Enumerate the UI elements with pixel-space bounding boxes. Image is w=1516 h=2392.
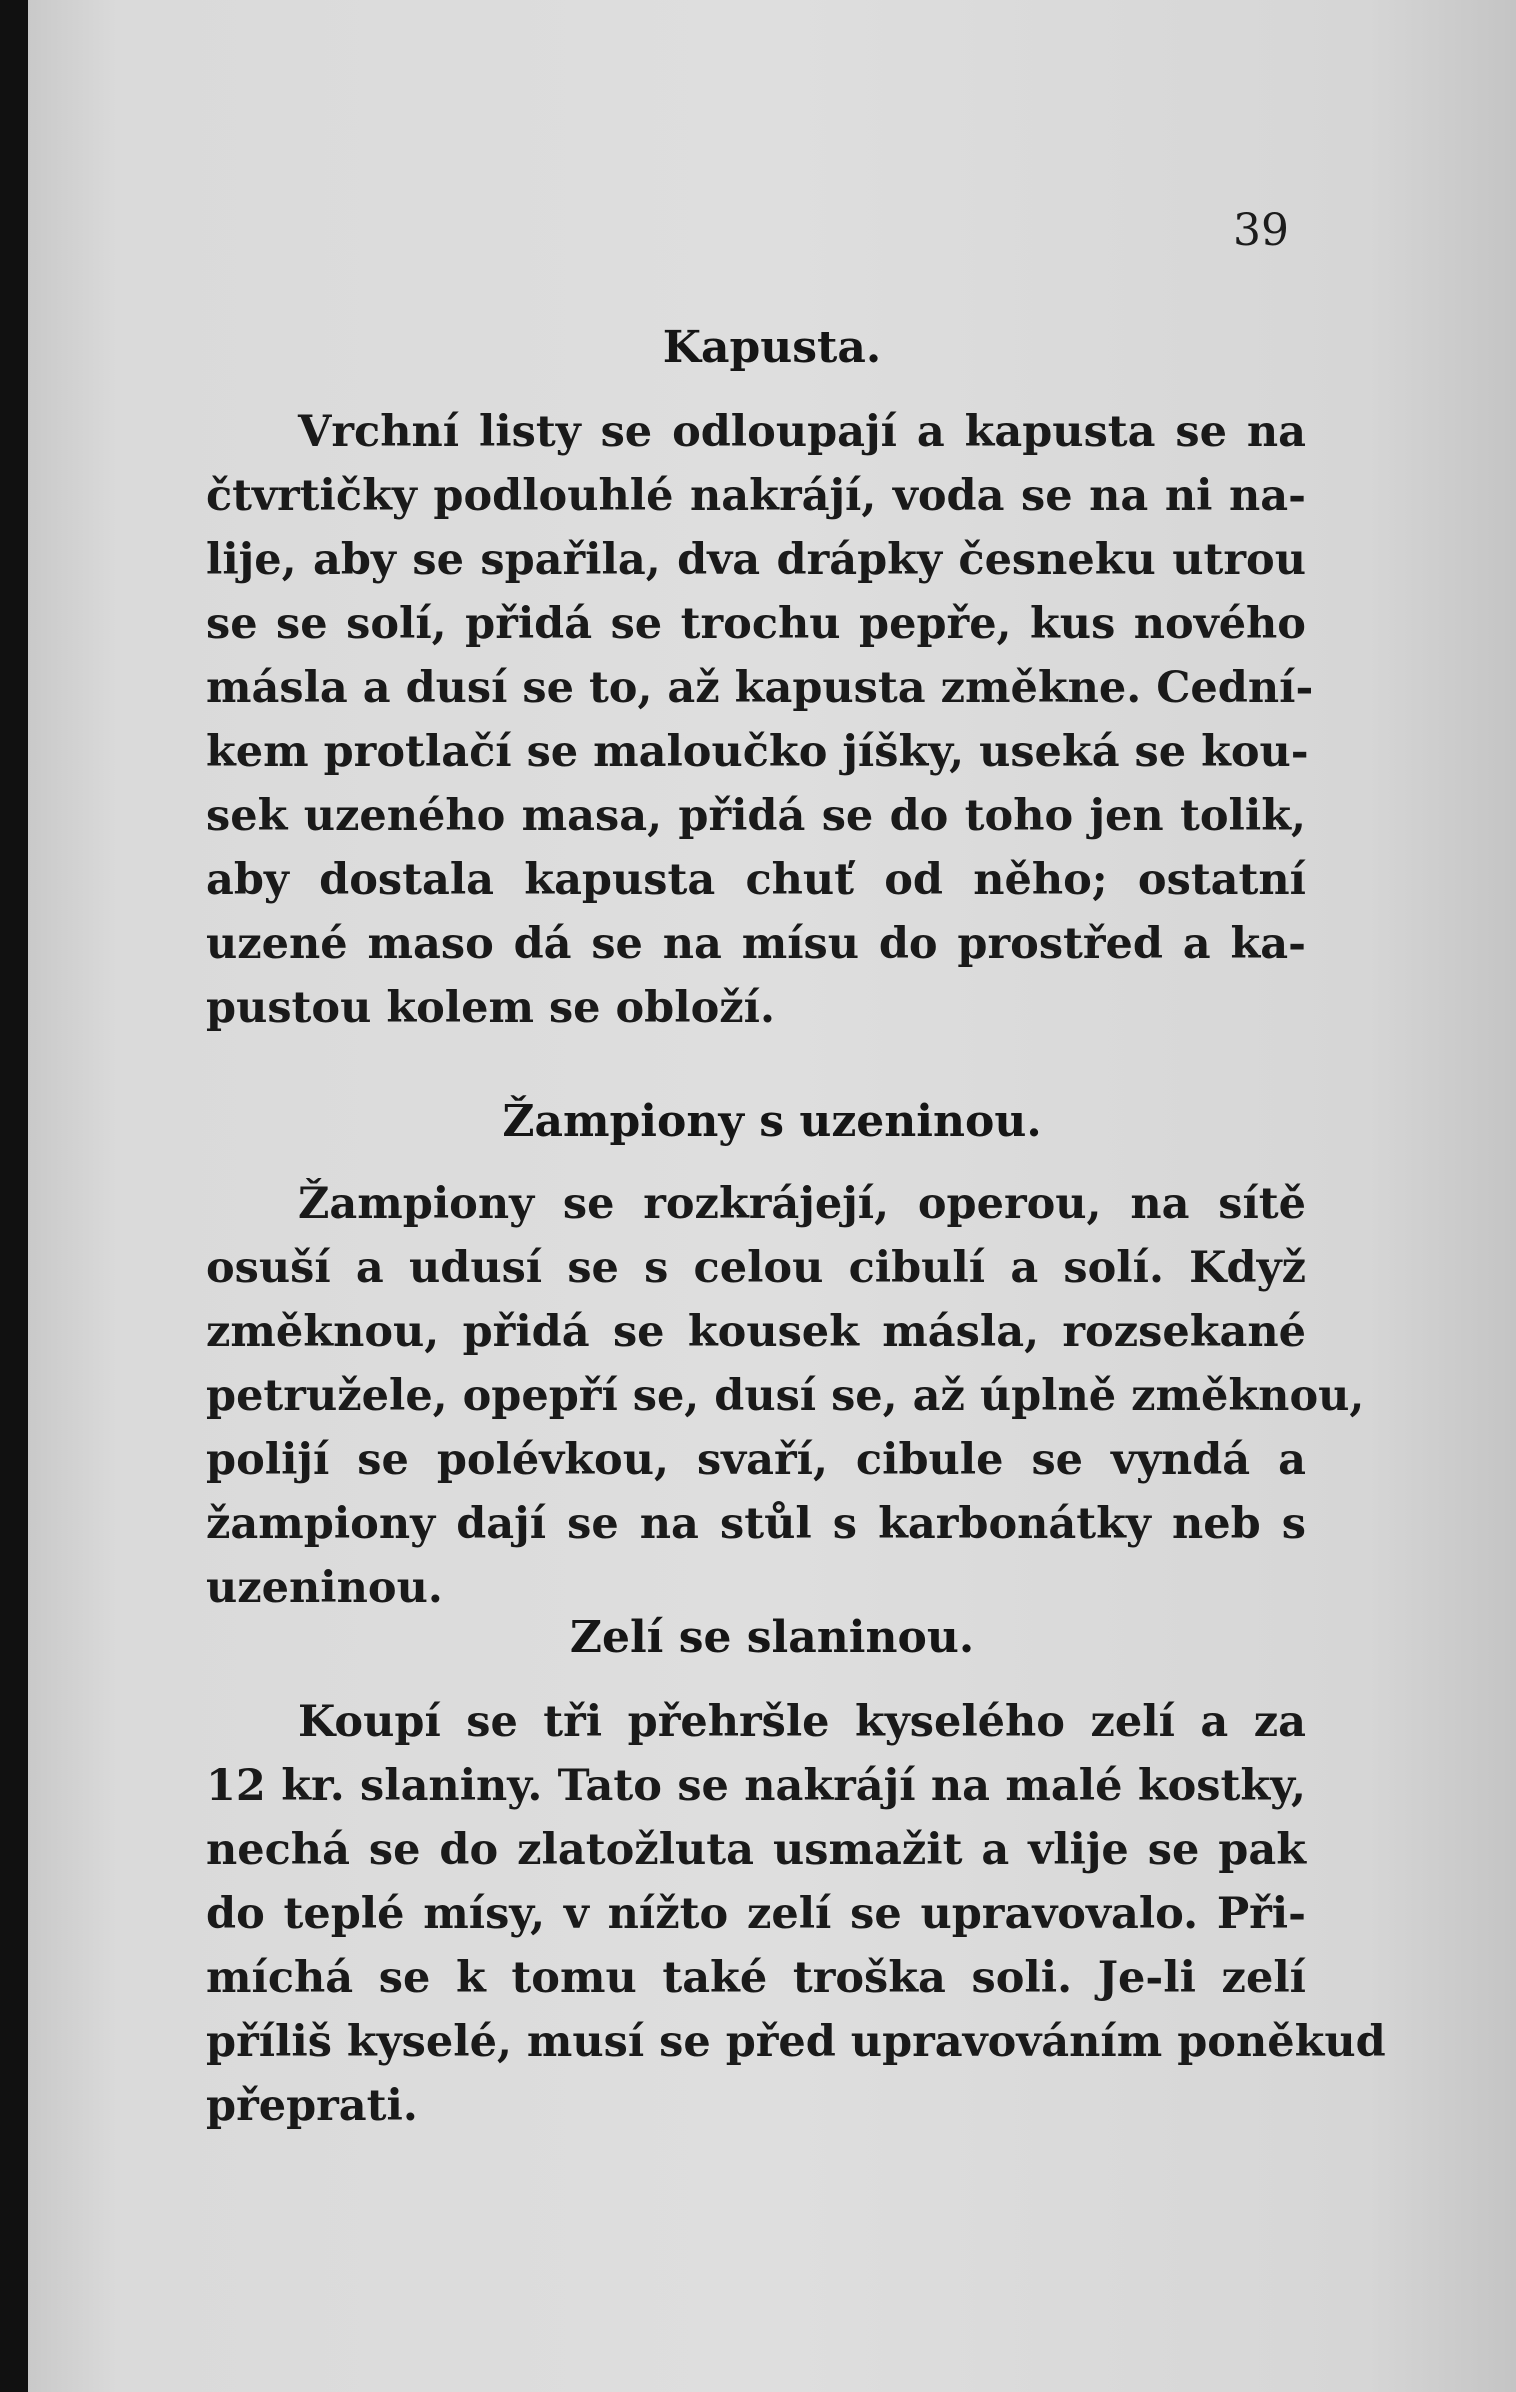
text-line: změknou, přidá se kousek másla, rozsekané: [206, 1307, 1306, 1357]
text-line: pustou kolem se obloží.: [206, 983, 775, 1033]
text-line: polijí se polévkou, svaří, cibule se vyndá a: [206, 1435, 1306, 1485]
text-line: míchá se k tomu také troška soli. Je-li zelí: [206, 1953, 1306, 2003]
book-page: [28, 0, 1516, 2392]
section-heading-kapusta: Kapusta.: [662, 322, 882, 373]
text-line: lije, aby se spařila, dva drápky česneku utrou: [206, 535, 1306, 585]
text-line: se se solí, přidá se trochu pepře, kus nového: [206, 599, 1306, 649]
section-body-kapusta: [206, 400, 1314, 1040]
text-line: aby dostala kapusta chuť od něho; ostatní: [206, 855, 1306, 905]
text-line: Vrchní listy se odloupají a kapusta se na: [298, 407, 1306, 457]
text-line: nechá se do zlatožluta usmažit a vlije se pak: [206, 1825, 1306, 1875]
text-line: sek uzeného masa, přidá se do toho jen tolik,: [206, 791, 1306, 841]
text-line: přeprati.: [206, 2081, 418, 2131]
book-spine-shadow: [0, 0, 28, 2392]
text-line: petružele, opepří se, dusí se, až úplně změknou,: [206, 1371, 1365, 1421]
text-line: Koupí se tři přehršle kyselého zelí a za: [298, 1697, 1306, 1747]
text-line: osuší a udusí se s celou cibulí a solí. Když: [206, 1243, 1306, 1293]
text-line: uzené maso dá se na mísu do prostřed a ka-: [206, 919, 1306, 969]
text-line: másla a dusí se to, až kapusta změkne. Cední-: [206, 663, 1314, 713]
section-heading-zeli: Zelí se slaninou.: [569, 1612, 975, 1663]
text-line: kem protlačí se maloučko jíšky, useká se kou-: [206, 727, 1309, 777]
section-heading-zampiony: Žampiony s uzeninou.: [502, 1096, 1042, 1147]
text-line: uzeninou.: [206, 1563, 443, 1613]
text-line: do teplé mísy, v nížto zelí se upravovalo. Při-: [206, 1889, 1306, 1939]
text-line: žampiony dají se na stůl s karbonátky neb s: [206, 1499, 1306, 1549]
text-line: Žampiony se rozkrájejí, operou, na sítě: [298, 1179, 1306, 1229]
section-body-zeli: [206, 1690, 1386, 2138]
section-body-zampiony: [206, 1172, 1365, 1620]
text-line: příliš kyselé, musí se před upravováním poněkud: [206, 2017, 1386, 2067]
text-line: 12 kr. slaniny. Tato se nakrájí na malé kostky,: [206, 1761, 1306, 1811]
text-line: čtvrtičky podlouhlé nakrájí, voda se na ni na-: [206, 471, 1306, 521]
page-number: 39: [1233, 205, 1289, 256]
